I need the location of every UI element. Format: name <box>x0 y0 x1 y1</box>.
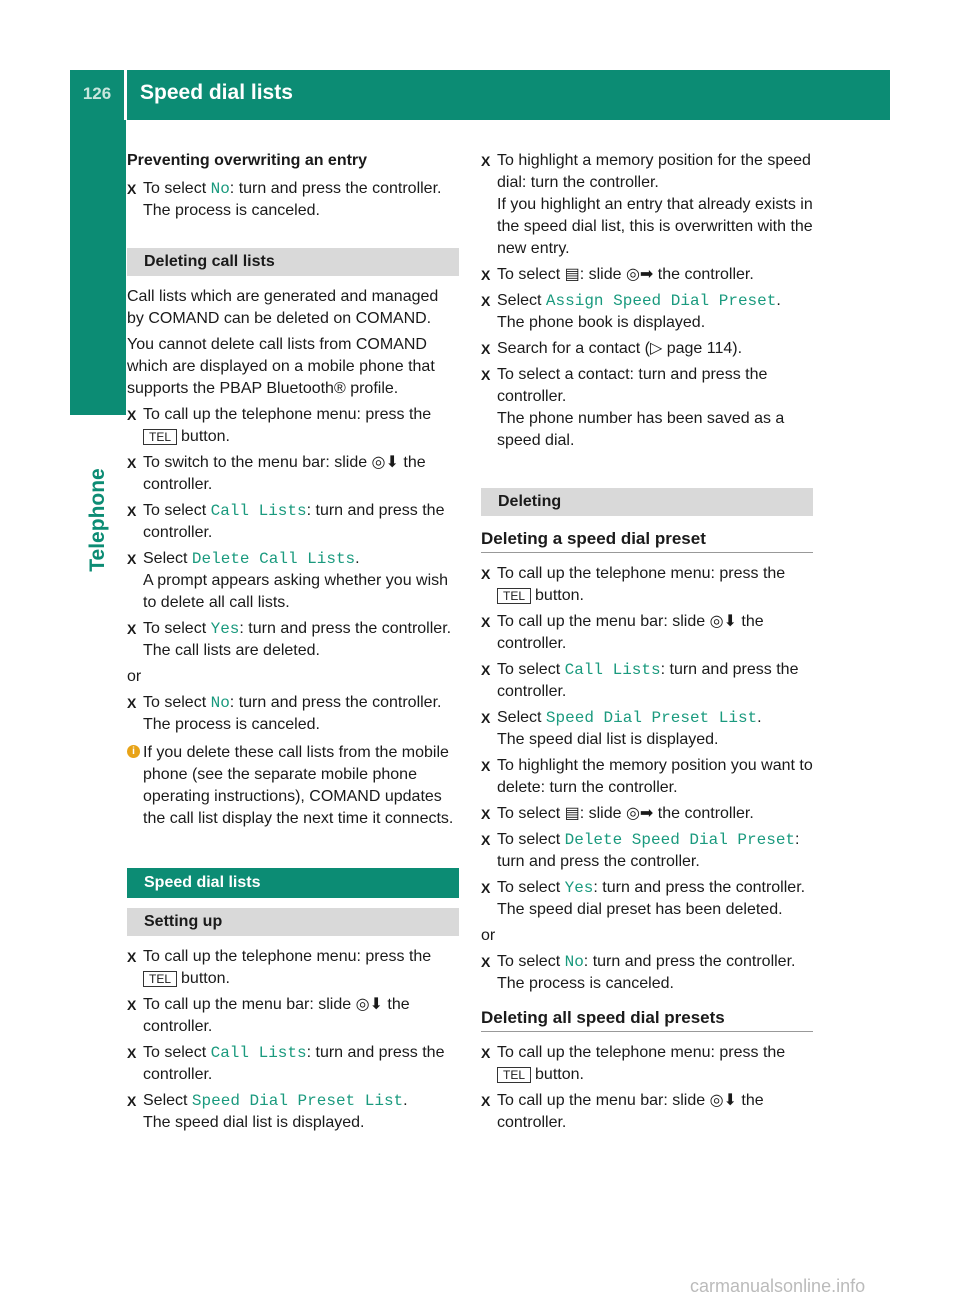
arrow-icon: X <box>481 662 491 678</box>
arrow-icon: X <box>481 806 491 822</box>
tel-key-icon: TEL <box>497 1067 531 1083</box>
step: X To select Call Lists: turn and press the controller. <box>127 1044 445 1083</box>
info-icon: i <box>127 745 140 758</box>
arrow-icon: X <box>481 758 491 774</box>
step: X To highlight the memory position you want to delete: turn the controller. <box>481 757 813 796</box>
arrow-icon: X <box>481 1045 491 1061</box>
info-note: i If you delete these call lists from the mobile phone (see the separate mobile phone operating instructions), COMAND updates the call list display the next time it connects. <box>127 742 459 830</box>
step: X To select No: turn and press the controller. The process is canceled. <box>481 953 796 992</box>
arrow-icon: X <box>481 1093 491 1109</box>
arrow-icon: X <box>127 621 137 637</box>
watermark: carmanualsonline.info <box>690 1276 866 1296</box>
arrow-icon: X <box>127 695 137 711</box>
arrow-icon: X <box>481 367 491 383</box>
arrow-icon: X <box>127 503 137 519</box>
step: X To call up the menu bar: slide ◎⬇ the controller. <box>481 1092 764 1131</box>
section-header-speed-dial-lists: Speed dial lists <box>127 868 459 898</box>
arrow-icon: X <box>481 880 491 896</box>
arrow-icon: X <box>481 710 491 726</box>
step: X To select Call Lists: turn and press the controller. <box>127 502 445 541</box>
step: X To call up the telephone menu: press the TEL button. <box>481 565 786 604</box>
page-title: Speed dial lists <box>140 81 293 104</box>
arrow-icon: X <box>127 181 137 197</box>
step: X Select Speed Dial Preset List. The speed dial list is displayed. <box>481 709 762 748</box>
step: X To call up the menu bar: slide ◎⬇ the controller. <box>127 996 410 1035</box>
step: X To switch to the menu bar: slide ◎⬇ the controller. <box>127 454 426 493</box>
or-text: or <box>127 668 142 685</box>
step: X To select Yes: turn and press the controller. The call lists are deleted. <box>127 620 452 659</box>
step: X To select Call Lists: turn and press the controller. <box>481 661 799 700</box>
arrow-icon: X <box>127 1045 137 1061</box>
header-divider <box>124 70 127 120</box>
arrow-icon: X <box>481 832 491 848</box>
paragraph: Call lists which are generated and managed by COMAND can be deleted on COMAND. <box>127 288 439 327</box>
arrow-icon: X <box>481 293 491 309</box>
arrow-icon: X <box>127 997 137 1013</box>
tel-key-icon: TEL <box>143 429 177 445</box>
arrow-icon: X <box>127 949 137 965</box>
side-tab-label: Telephone <box>86 468 109 572</box>
arrow-icon: X <box>481 954 491 970</box>
step: X To select ▤: slide ◎➡ the controller. <box>481 264 813 286</box>
step: X Search for a contact (▷ page 114). <box>481 338 813 360</box>
step: X Select Speed Dial Preset List. The speed dial list is displayed. <box>127 1092 408 1131</box>
arrow-icon: X <box>481 267 491 283</box>
step: X Select Assign Speed Dial Preset. The phone book is displayed. <box>481 292 781 331</box>
side-tab <box>70 120 126 415</box>
arrow-icon: X <box>127 455 137 471</box>
section-heading: Preventing overwriting an entry <box>127 152 368 169</box>
section-header-deleting-call-lists: Deleting call lists <box>127 248 459 276</box>
step: X To select No: turn and press the controller. The process is canceled. <box>127 180 442 219</box>
left-column <box>127 150 459 1138</box>
arrow-icon: X <box>481 614 491 630</box>
step: X To select No: turn and press the controller. The process is canceled. <box>127 694 442 733</box>
arrow-icon: X <box>481 341 491 357</box>
step: X To select Delete Speed Dial Preset: turn and press the controller. <box>481 831 800 870</box>
step: X To call up the menu bar: slide ◎⬇ the controller. <box>481 613 764 652</box>
arrow-icon: X <box>127 1093 137 1109</box>
subsection-heading: Deleting a speed dial preset <box>481 528 813 553</box>
step: X Select Delete Call Lists. A prompt appears asking whether you wish to delete all call lists. <box>127 550 449 611</box>
step: X To select a contact: turn and press the controller. The phone number has been saved as a speed dial. <box>481 366 785 449</box>
step: X To select Yes: turn and press the controller. The speed dial preset has been deleted. <box>481 879 806 918</box>
right-column <box>481 150 813 1138</box>
step: X To highlight a memory position for the speed dial: turn the controller. If you highlight an entry that already exists in the speed dial list, this is overwritten with the new entry. <box>481 152 813 257</box>
tel-key-icon: TEL <box>497 588 531 604</box>
or-text: or <box>481 927 496 944</box>
arrow-icon: X <box>127 551 137 567</box>
arrow-icon: X <box>481 153 491 169</box>
step: X To select ▤: slide ◎➡ the controller. <box>481 803 813 825</box>
section-header-deleting: Deleting <box>481 488 813 516</box>
subsection-heading: Deleting all speed dial presets <box>481 1007 813 1032</box>
step: X To call up the telephone menu: press the TEL button. <box>127 948 432 987</box>
step: X To call up the telephone menu: press the TEL button. <box>127 406 432 445</box>
tel-key-icon: TEL <box>143 971 177 987</box>
arrow-icon: X <box>127 407 137 423</box>
page-number: 126 <box>82 84 112 103</box>
arrow-icon: X <box>481 566 491 582</box>
section-header-setting-up: Setting up <box>127 908 459 936</box>
step: X To call up the telephone menu: press the TEL button. <box>481 1044 786 1083</box>
paragraph: You cannot delete call lists from COMAND which are displayed on a mobile phone that supports the PBAP Bluetooth® profile. <box>127 336 435 397</box>
